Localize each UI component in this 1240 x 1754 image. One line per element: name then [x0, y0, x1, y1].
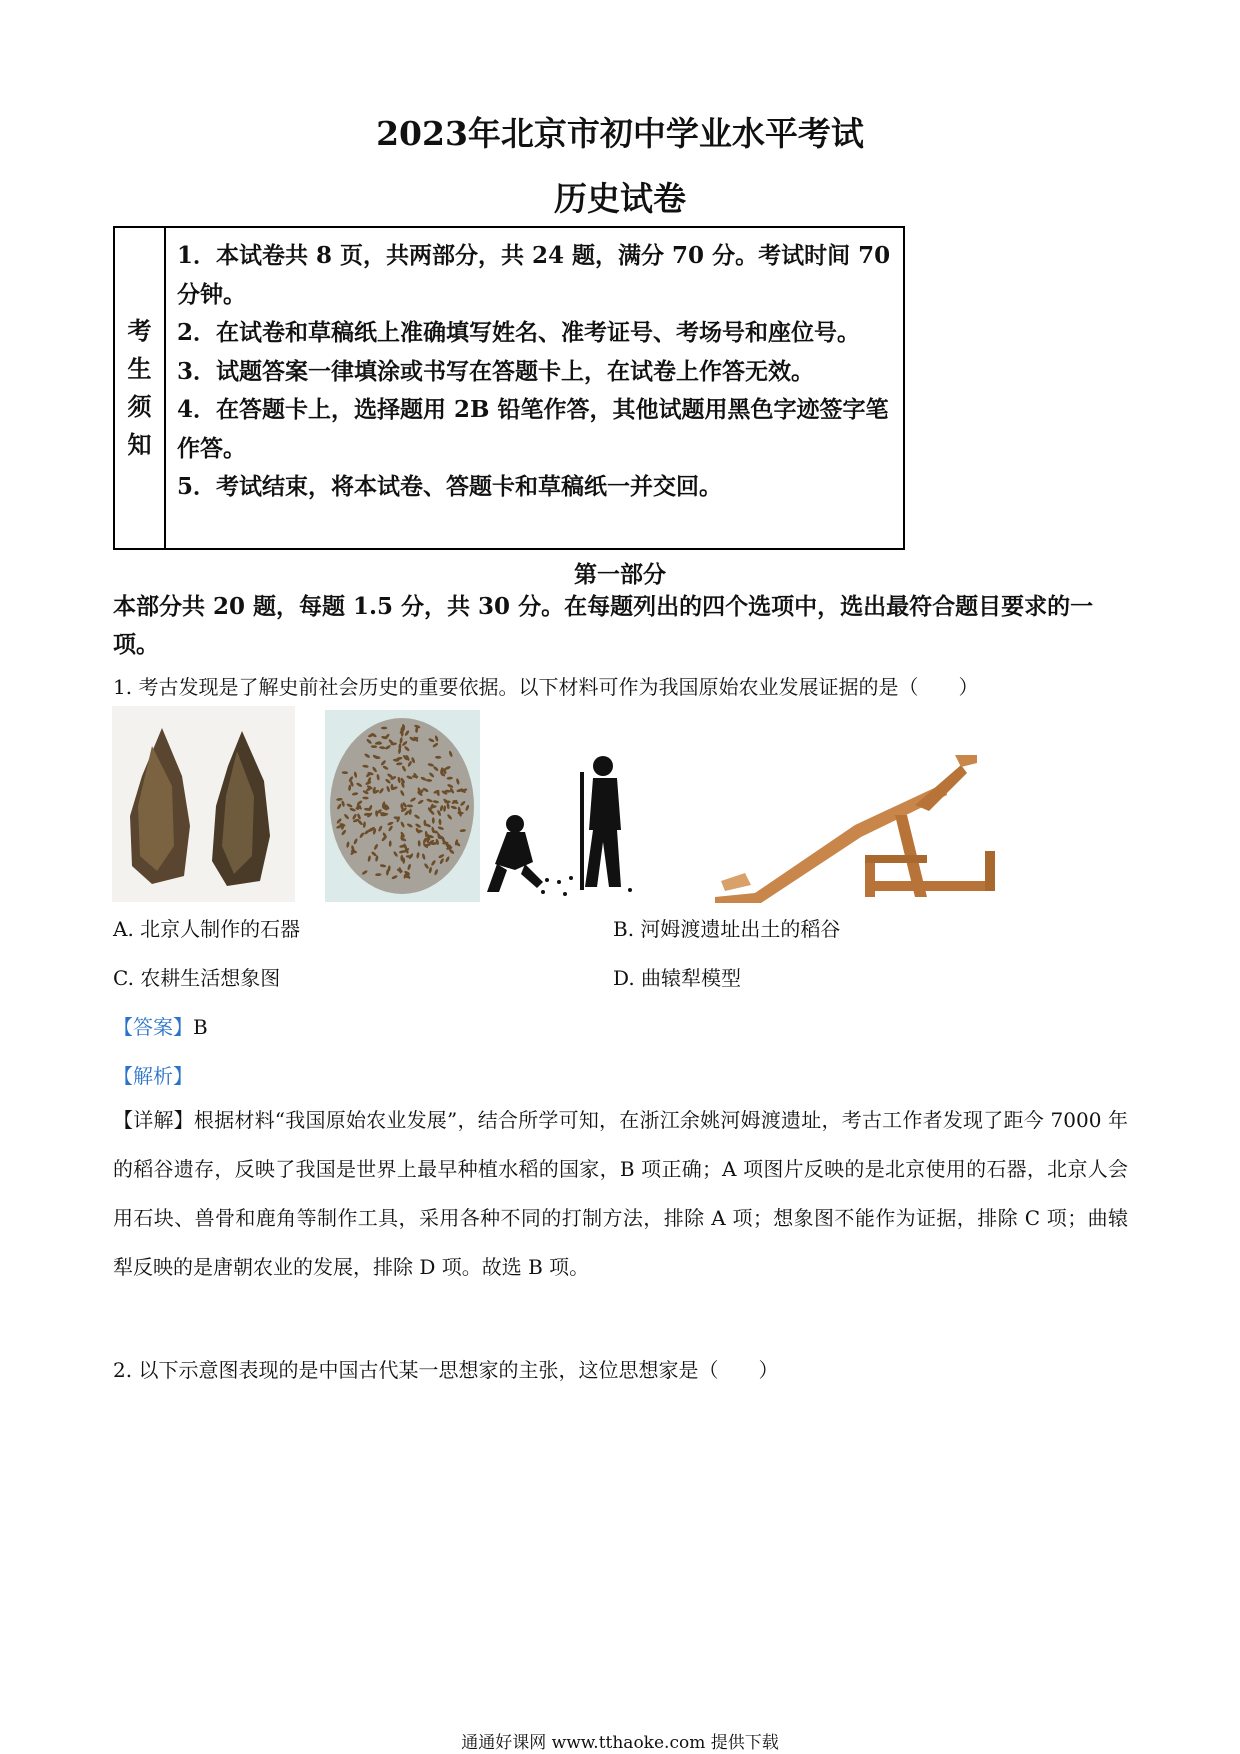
section-heading: 第一部分 — [574, 561, 666, 588]
curved-plough-image — [715, 755, 1045, 905]
notice-label-char: 知 — [127, 430, 152, 459]
answer-value: B — [193, 1015, 208, 1039]
stone-tools-image — [112, 706, 295, 902]
notice-label-char: 须 — [127, 392, 152, 421]
notice-label — [115, 228, 166, 548]
notice-item: 1．本试卷共 8 页，共两部分，共 24 题，满分 70 分。考试时间 70 分钟。 — [177, 242, 891, 308]
option-c: C. 农耕生活想象图 — [113, 966, 281, 990]
notice-items — [177, 237, 893, 507]
section-instructions: 本部分共 20 题，每题 1.5 分，共 30 分。在每题列出的四个选项中，选出最符合题目要求的一项。 — [113, 593, 1094, 658]
detail-paragraph — [113, 1096, 1128, 1292]
option-a: A. 北京人制作的石器 — [113, 917, 301, 941]
detail-label: 【详解】 — [113, 1108, 194, 1132]
answer-label: 【答案】 — [113, 1015, 193, 1039]
farming-scene-image — [485, 752, 650, 902]
exam-subtitle: 历史试卷 — [554, 179, 686, 218]
notice-label-char: 生 — [127, 354, 152, 383]
analysis-label: 【解析】 — [113, 1064, 193, 1088]
detail-text: 根据材料“我国原始农业发展”，结合所学可知，在浙江余姚河姆渡遗址，考古工作者发现了距今 7000 年的稻谷遗存，反映了我国是世界上最早种植水稻的国家，B 项正确；A 项图片反映的是北京使用的石器，北京人会用石块、兽骨和鹿角等制作工具，采用各种不同的打制方法，排除 A 项；想象图不能作为证据，排除 C 项；曲辕犁反映的是唐朝农业的发展，排除 D 项。故选 B 项。 — [113, 1108, 1129, 1279]
notice-item: 5．考试结束，将本试卷、答题卡和草稿纸一并交回。 — [177, 473, 723, 500]
exam-title: 2023年北京市初中学业水平考试 — [376, 114, 864, 153]
notice-item: 3．试题答案一律填涂或书写在答题卡上，在试卷上作答无效。 — [177, 357, 815, 385]
option-d: D. 曲辕犁模型 — [613, 966, 742, 990]
rice-grains-image — [325, 710, 480, 902]
notice-label-char: 考 — [127, 316, 152, 345]
notice-item: 2．在试卷和草稿纸上准确填写姓名、准考证号、考场号和座位号。 — [177, 319, 861, 346]
question-1-stem: 1. 考古发现是了解史前社会历史的重要依据。以下材料可作为我国原始农业发展证据的是（ ） — [113, 675, 979, 699]
answer-line — [113, 1011, 208, 1040]
rice-grain — [381, 727, 387, 730]
page-footer: 通通好课网 www.tthaoke.com 提供下载 — [461, 1733, 779, 1753]
candidate-notice-box — [113, 226, 905, 550]
question-2-stem: 2. 以下示意图表现的是中国古代某一思想家的主张，这位思想家是（ ） — [113, 1358, 779, 1382]
option-b: B. 河姆渡遗址出土的稻谷 — [613, 917, 841, 941]
notice-item: 4．在答题卡上，选择题用 2B 铅笔作答，其他试题用黑色字迹签字笔作答。 — [177, 396, 889, 462]
